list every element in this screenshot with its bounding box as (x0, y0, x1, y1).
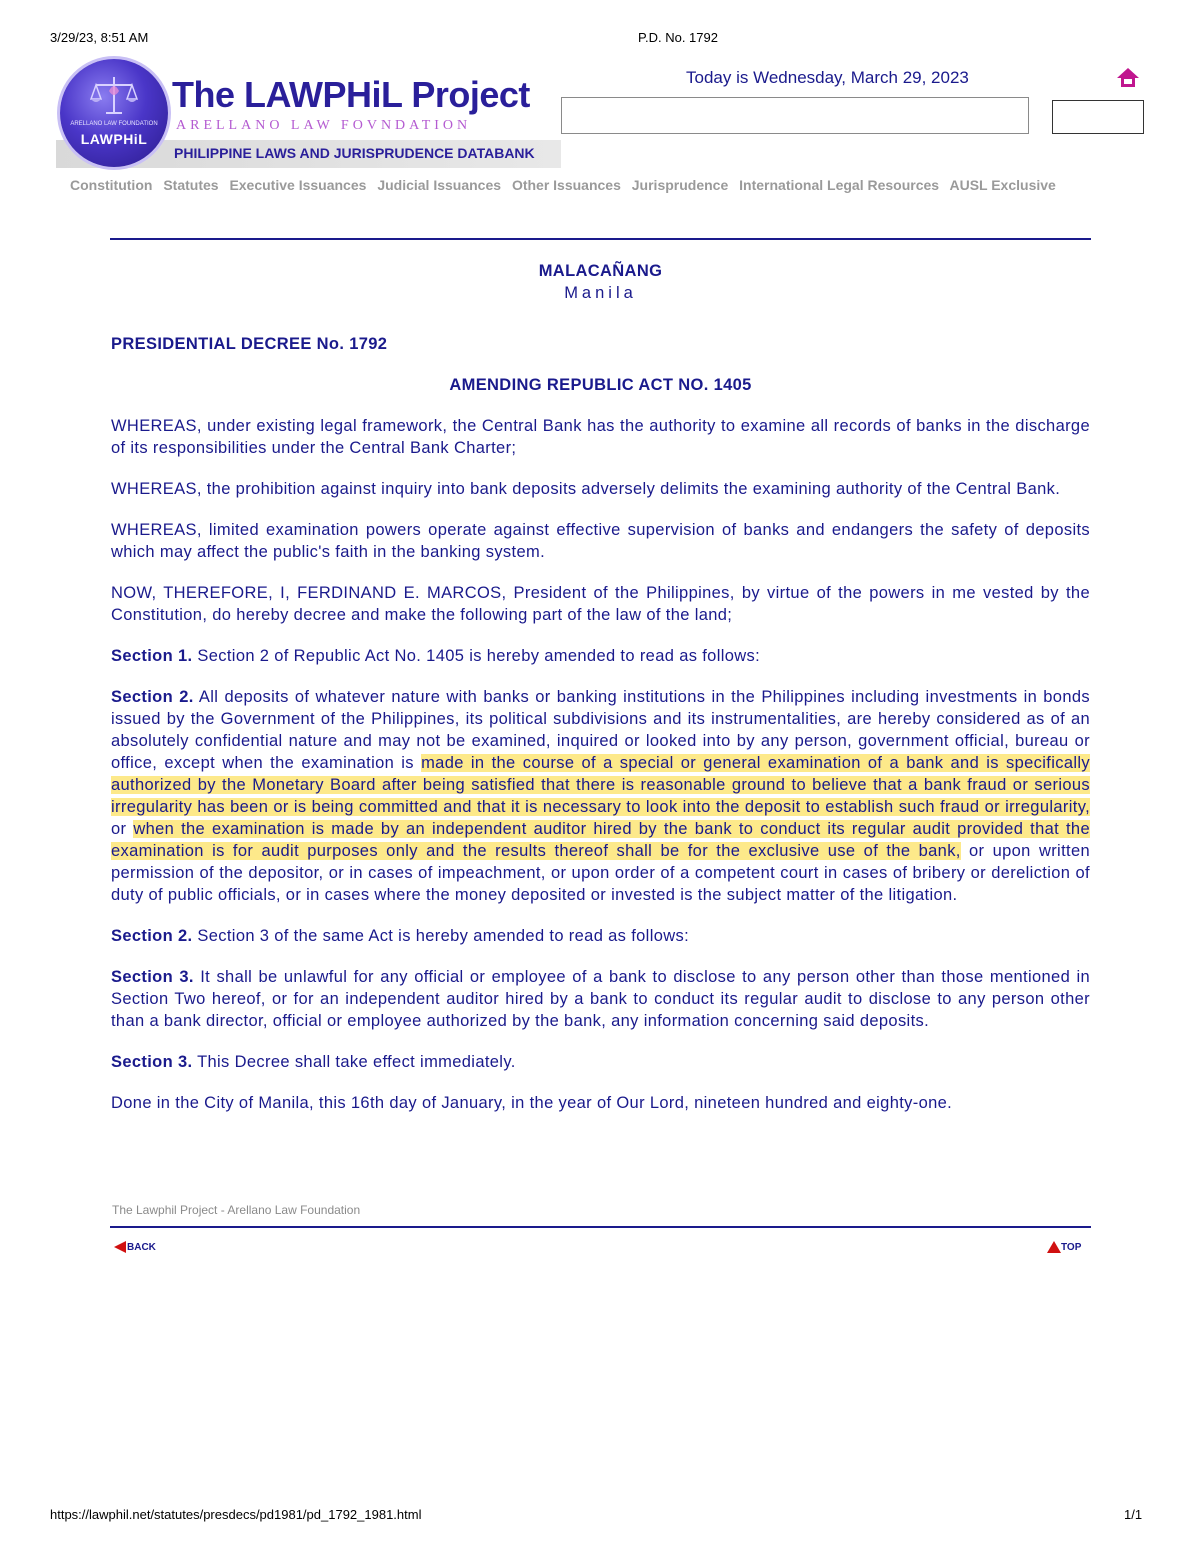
section-text: This Decree shall take effect immediately. (192, 1053, 516, 1071)
logo-title-brand: LAWPHiL (244, 74, 402, 115)
top-label: TOP (1061, 1241, 1082, 1253)
logo-title-suffix: Project (401, 74, 530, 115)
back-link[interactable] (113, 1241, 156, 1253)
search-button[interactable] (1052, 100, 1144, 134)
section-text: or (111, 820, 134, 838)
decree-subject: AMENDING REPUBLIC ACT NO. 1405 (449, 376, 752, 394)
search-input[interactable] (561, 97, 1029, 134)
done-clause: Done in the City of Manila, this 16th day of January, in the year of Our Lord, nineteen hundred and eighty-one. (111, 1094, 953, 1112)
section-text: or upon written permission of the depositor, or in cases of impeachment, or upon order of a competent court in cases of bribery or dereliction of duty of public officials, or in cases where the money deposited or invested is the subject matter of the litigation. (111, 842, 1090, 904)
nav-item-executive-issuances[interactable]: Executive Issuances (229, 177, 367, 193)
logo-subtitle: ARELLANO LAW FOVNDATION (176, 118, 472, 133)
back-label: BACK (127, 1241, 156, 1253)
nav-item-judicial-issuances[interactable]: Judicial Issuances (377, 177, 502, 193)
left-arrow-icon (113, 1241, 127, 1253)
section-label: Section 2. (111, 927, 193, 945)
document-body (111, 260, 1090, 1114)
highlighted-text: made in the course of a special or general examination of a bank and is specifically authorized by the Monetary Board after being satisfied that there is reasonable ground to believe that a bank fraud or serious irregularity has been or is being committed and that it is necessary to look into the deposit to establish such fraud or irregularity, (111, 754, 1090, 816)
section-text: It shall be unlawful for any official or employee of a bank to disclose to any person other than those mentioned in Section Two hereof, or for an independent auditor hired by a bank to conduct its regular audit to disclose to any person other than a bank director, official or employee authorized by the bank, any information concerning said deposits. (111, 968, 1091, 1030)
lawphil-logo[interactable] (56, 56, 561, 171)
nav-item-constitution[interactable]: Constitution (70, 177, 153, 193)
section-label: Section 1. (111, 647, 193, 665)
nav-item-ausl-exclusive[interactable]: AUSL Exclusive (949, 177, 1056, 193)
section-label: Section 3. (111, 968, 194, 986)
section-text: All deposits of whatever nature with banks or banking institutions in the Philippines including investments in bonds issued by the Government of the Philippines, its political subdivisions and its instrumentalities, are hereby considered as of an absolutely confidential nature and may not be examined, inquired or looked into by any person, government official, bureau or office, except when the examination is (111, 688, 1090, 772)
disc-small-text: ARELLANO LAW FOUNDATION (70, 121, 158, 127)
top-divider (110, 238, 1091, 240)
section-1 (111, 645, 1090, 667)
nav-item-international-legal-resources[interactable]: International Legal Resources (739, 177, 940, 193)
section-label: Section 2. (111, 688, 194, 706)
section-text: Section 2 of Republic Act No. 1405 is hereby amended to read as follows: (192, 647, 761, 665)
today-date: Today is Wednesday, March 29, 2023 (686, 68, 969, 87)
section-label: Section 3. (111, 1053, 193, 1071)
main-nav (70, 177, 1063, 193)
nav-item-jurisprudence[interactable]: Jurisprudence (631, 177, 729, 193)
whereas-clause-3: WHEREAS, limited examination powers operate against effective supervision of banks and endangers the safety of deposits which may affect the public's faith in the banking system. (111, 521, 1090, 561)
print-datetime: 3/29/23, 8:51 AM (50, 30, 149, 45)
nav-item-other-issuances[interactable]: Other Issuances (511, 177, 621, 193)
top-link[interactable] (1047, 1241, 1081, 1253)
bottom-divider (110, 1226, 1091, 1228)
logo-band-text: PHILIPPINE LAWS AND JURISPRUDENCE DATABANK (174, 145, 535, 161)
decree-title: PRESIDENTIAL DECREE No. 1792 (111, 335, 388, 353)
now-therefore-clause: NOW, THEREFORE, I, FERDINAND E. MARCOS, President of the Philippines, by virtue of the powers in me vested by the Constitution, do hereby decree and make the following part of the law of the land; (111, 584, 1090, 624)
malacanang-heading: MALACAÑANG (538, 262, 663, 280)
section-text: Section 3 of the same Act is hereby amended to read as follows: (192, 927, 690, 945)
logo-title (172, 74, 530, 116)
nav-item-statutes[interactable]: Statutes (163, 177, 219, 193)
logo-title-prefix: The (172, 74, 245, 115)
manila-heading: Manila (564, 284, 637, 302)
home-icon[interactable] (1116, 66, 1140, 90)
print-page-number: 1/1 (1124, 1507, 1143, 1522)
amended-section-2 (111, 686, 1090, 906)
section-2 (111, 925, 1090, 947)
whereas-clause-1: WHEREAS, under existing legal framework, the Central Bank has the authority to examine all records of banks in the discharge of its responsibilities under the Central Bank Charter; (111, 417, 1090, 457)
print-doc-title: P.D. No. 1792 (638, 30, 718, 45)
highlighted-text: when the examination is made by an independent auditor hired by the bank to conduct its regular audit provided that the examination is for audit purposes only and the results thereof shall be for the exclusive use of the bank, (111, 820, 1090, 860)
up-arrow-icon (1047, 1241, 1061, 1253)
disc-label: LAWPHiL (80, 131, 148, 147)
whereas-clause-2: WHEREAS, the prohibition against inquiry into bank deposits adversely delimits the examining authority of the Central Bank. (111, 480, 1061, 498)
logo-disc (60, 59, 168, 167)
amended-section-3 (111, 966, 1090, 1032)
print-url: https://lawphil.net/statutes/presdecs/pd1981/pd_1792_1981.html (50, 1507, 422, 1522)
section-3 (111, 1051, 1090, 1073)
scales-of-justice-icon (90, 73, 138, 117)
footer-note: The Lawphil Project - Arellano Law Foundation (112, 1203, 361, 1217)
